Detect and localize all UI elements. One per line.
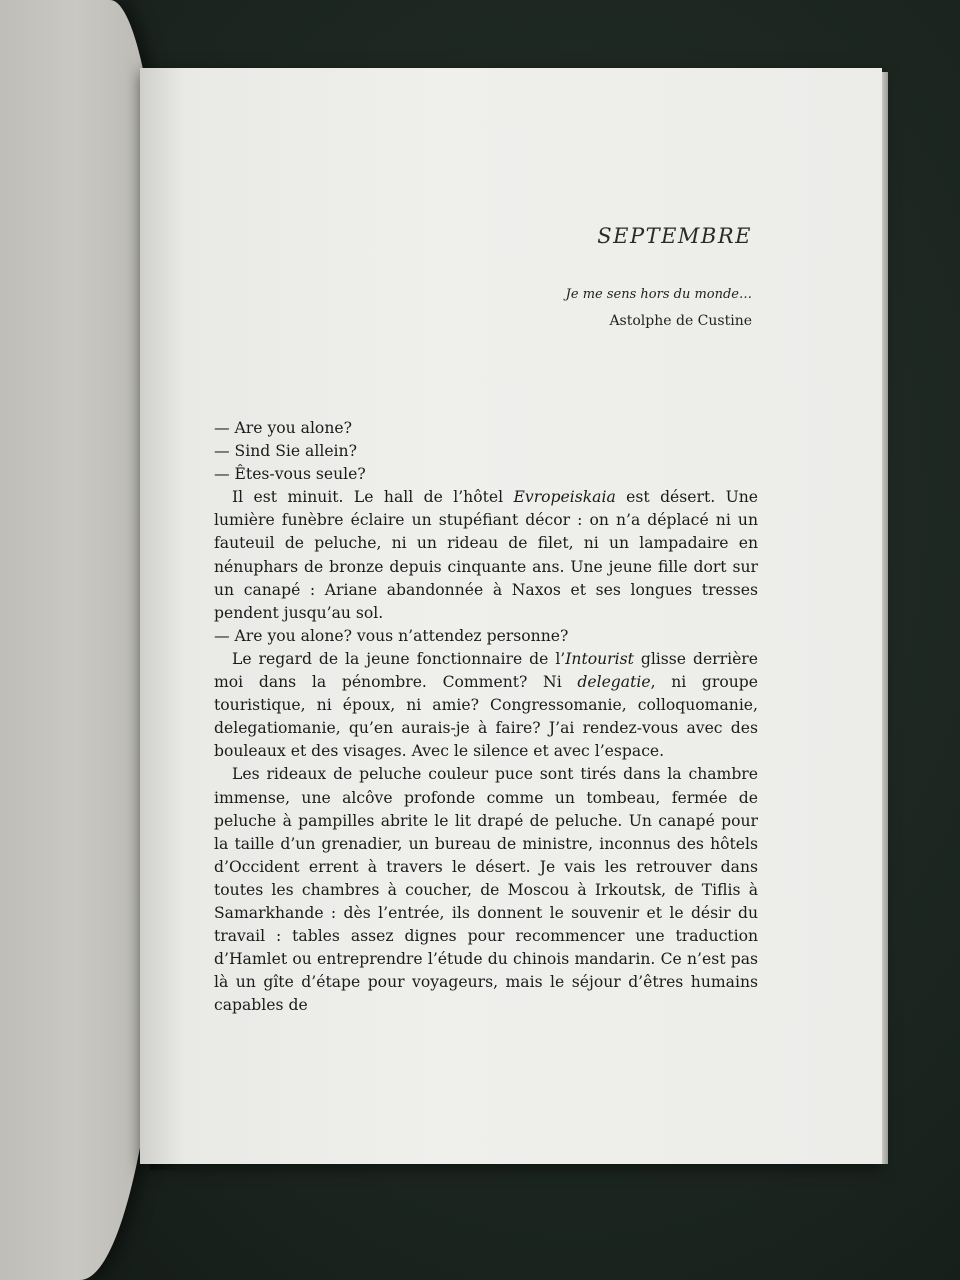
dialog-line: — Êtes-vous seule?: [214, 465, 366, 484]
hotel-name: Evropeiskaia: [513, 488, 616, 507]
epigraph-author: Astolphe de Custine: [609, 313, 752, 329]
right-page: [140, 68, 882, 1164]
dialog-line: — Are you alone? vous n’attendez personne?: [214, 626, 569, 645]
body-text: [214, 417, 758, 1017]
paragraph: [214, 486, 758, 625]
paragraph-text: Le regard de la jeune fonctionnaire de l’: [232, 649, 566, 668]
paragraph-text: Il est minuit. Le hall de l’hôtel: [232, 488, 514, 507]
chapter-title: SEPTEMBRE: [597, 224, 752, 248]
paragraph-text: , ni groupe touristique, ni époux, ni amie? Congressomanie, colloquomanie, delegatiomanie, qu’en aurais-je à faire? J’ai rendez-vous avec des bouleaux et des visages. Avec le silence et avec l’espace.: [214, 673, 759, 761]
epigraph-quote: Je me sens hors du monde…: [565, 287, 752, 302]
foreign-word: delegatie: [577, 673, 651, 692]
epigraph: [566, 282, 752, 334]
paragraph-text: est désert. Une lumière funèbre éclaire un stupéfiant décor : on n’a déplacé ni un fauteuil de peluche, ni un rideau de filet, ni un lampadaire en nénuphars de bronze depuis cinquante ans. Une jeune fille dort sur un canapé : Ariane abandonnée à Naxos et ses longues tresses pendent jusqu’au sol.: [214, 488, 758, 622]
paragraph: Les rideaux de peluche couleur puce sont tirés dans la chambre immense, une alcôve profonde comme un tombeau, fermée de peluche à pampilles abrite le lit drapé de peluche. Un canapé pour la taille d’un grenadier, un bureau de ministre, inconnus des hôtels d’Occident errent à travers le désert. Je vais les retrouver dans toutes les chambres à coucher, de Moscou à Irkoutsk, de Tiflis à Samarkhande : dès l’entrée, ils donnent le souvenir et le désir du travail : tables assez dignes pour recommencer une traduction d’Hamlet ou entreprendre l’étude du chinois mandarin. Ce n’est pas là un gîte d’étape pour voyageurs, mais le séjour d’êtres humains capables de: [214, 765, 758, 1015]
dialog-line: — Sind Sie allein?: [214, 442, 357, 461]
dialog-line: — Are you alone?: [214, 419, 352, 437]
agency-name: Intourist: [565, 649, 634, 668]
paragraph-text: glisse derrière moi dans la pénombre. Comment? Ni: [214, 649, 758, 692]
paragraph: [214, 648, 758, 763]
